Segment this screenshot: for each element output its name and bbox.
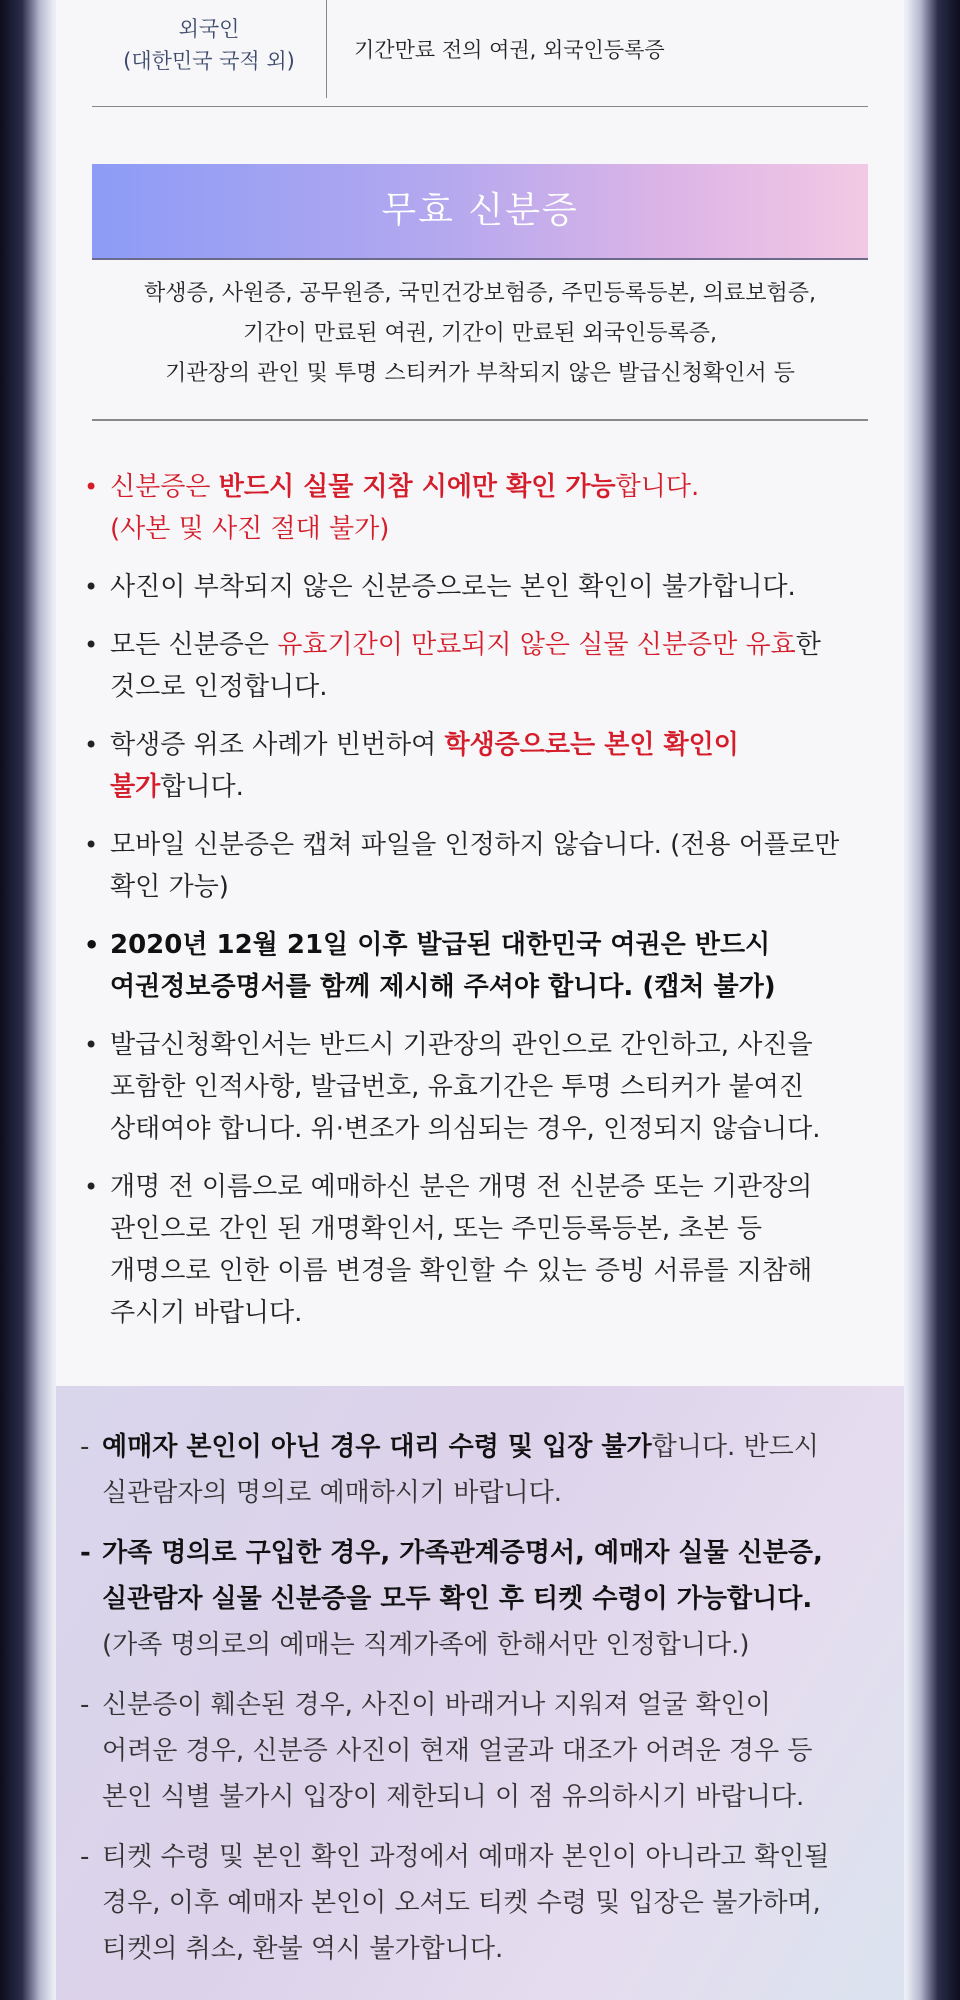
- section-divider: [92, 419, 868, 421]
- invalid-id-line: 학생증, 사원증, 공무원증, 국민건강보험증, 주민등록등본, 의료보험증,: [144, 281, 816, 306]
- rule-item-not-purchaser: - 티켓 수령 및 본인 확인 과정에서 예매자 본인이 아니라고 확인될 경우, 이후 예매자 본인이 오셔도 티켓 수령 및 입장은 불가하며, 티켓의 취소, 환불 역시 불가합니다.: [78, 1834, 878, 1972]
- id-notes-list: [82, 466, 882, 1350]
- invalid-id-line: 기간이 만료된 여권, 기간이 만료된 외국인등록증,: [243, 321, 717, 346]
- category-label: 외국인: [178, 17, 240, 41]
- invalid-id-line: 기관장의 관인 및 투명 스티커가 부착되지 않은 발급신청확인서 등: [165, 361, 795, 386]
- category-sublabel: (대한민국 국적 외): [123, 49, 295, 73]
- invalid-id-title: 무효 신분증: [381, 190, 579, 231]
- note-item-student-id: • 학생증 위조 사례가 빈번하여 학생증으로는 본인 확인이 불가합니다.: [82, 724, 882, 808]
- entry-rules-list: [78, 1424, 878, 1986]
- id-category-cell: [92, 0, 327, 98]
- note-item-mobile-id: • 모바일 신분증은 캡쳐 파일을 인정하지 않습니다. (전용 어플로만 확인 가능): [82, 824, 882, 908]
- rule-item-damaged-id: - 신분증이 훼손된 경우, 사진이 바래거나 지워져 얼굴 확인이 어려운 경우, 신분증 사진이 현재 얼굴과 대조가 어려운 경우 등 본인 식별 불가시 입장이 제한되니 이 점 유의하시기 바랍니다.: [78, 1682, 878, 1820]
- note-item-passport: • 2020년 12월 21일 이후 발급된 대한민국 여권은 반드시 여권정보증명서를 함께 제시해 주셔야 합니다. (캡처 불가): [82, 924, 882, 1008]
- note-item-photo-required: • 사진이 부착되지 않은 신분증으로는 본인 확인이 불가합니다.: [82, 566, 882, 608]
- invalid-id-banner: [92, 164, 868, 260]
- note-item-original-only: • 신분증은 반드시 실물 지참 시에만 확인 가능합니다. (사본 및 사진 절대 불가): [82, 466, 882, 550]
- rule-item-family-purchase: - 가족 명의로 구입한 경우, 가족관계증명서, 예매자 실물 신분증, 실관람자 실물 신분증을 모두 확인 후 티켓 수령이 가능합니다. (가족 명의로의 예매는 직계가족에 한해서만 인정합니다.): [78, 1530, 878, 1668]
- invalid-id-list: [92, 274, 868, 394]
- rule-item-no-proxy: - 예매자 본인이 아닌 경우 대리 수령 및 입장 불가합니다. 반드시 실관람자의 명의로 예매하시기 바랍니다.: [78, 1424, 878, 1516]
- note-item-name-change: • 개명 전 이름으로 예매하신 분은 개명 전 신분증 또는 기관장의 관인으로 간인 된 개명확인서, 또는 주민등록등본, 초본 등 개명으로 인한 이름 변경을 확인할 수 있는 증빙 서류를 지참해 주시기 바랍니다.: [82, 1166, 882, 1334]
- note-item-issuance-confirmation: • 발급신청확인서는 반드시 기관장의 관인으로 간인하고, 사진을 포함한 인적사항, 발급번호, 유효기간은 투명 스티커가 붙여진 상태여야 합니다. 위·변조가 의심되는 경우, 인정되지 않습니다.: [82, 1024, 882, 1150]
- note-item-validity: • 모든 신분증은 유효기간이 만료되지 않은 실물 신분증만 유효한 것으로 인정합니다.: [82, 624, 882, 708]
- id-table-row-foreigner: [92, 0, 868, 107]
- id-documents-cell: 기간만료 전의 여권, 외국인등록증: [354, 38, 665, 62]
